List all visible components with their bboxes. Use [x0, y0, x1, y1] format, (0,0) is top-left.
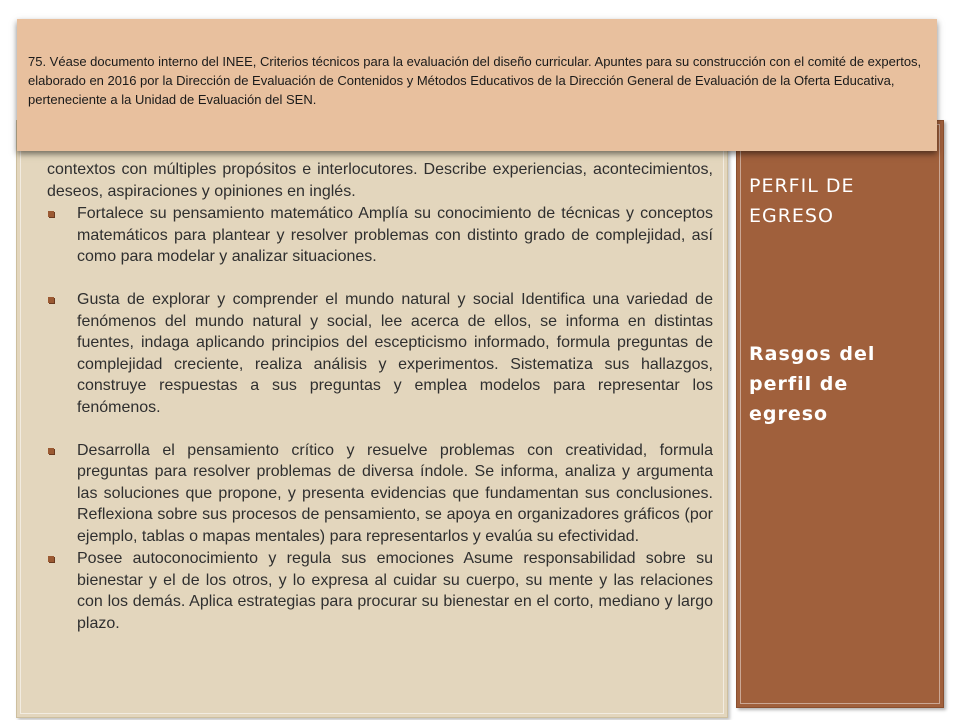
square-bullet-icon: [48, 448, 54, 454]
section-subtitle: Rasgos del perfil de egreso: [749, 343, 876, 425]
main-content-panel: [16, 120, 728, 718]
list-item-text: Posee autoconocimiento y regula sus emociones Asume responsabilidad sobre su bienestar y el de los otros, y lo expresa al cuidar su cuerpo, su mente y las relaciones con los demás. Aplica estrategias para procurar su bienestar en el corto, mediano y largo plazo.: [77, 550, 713, 632]
footnote-text: 75. Véase documento interno del INEE, Criterios técnicos para la evaluación del diseño curricular. Apuntes para su construcción con el comité de expertos, elaborado en 2016 por la Dirección de Evaluación de Contenidos y Métodos Educativos de la Dirección General de Evaluación de la Oferta Educativa, perteneciente a la Unidad de Evaluación del SEN.: [28, 54, 922, 108]
traits-list: [47, 203, 713, 634]
intro-paragraph: contextos con múltiples propósitos e interlocutores. Describe experiencias, acontecimientos, deseos, aspiraciones y opiniones en inglés.: [47, 161, 713, 200]
list-item-text: Gusta de explorar y comprender el mundo natural y social Identifica una variedad de fenómenos del mundo natural y social, lee acerca de ellos, se informa en distintas fuentes, indaga aplicando principios del escepticismo informado, formula preguntas de complejidad creciente, realiza análisis y experimentos. Sistematiza sus hallazgos, construye respuestas a sus preguntas y emplea modelos para representar los fenómenos.: [77, 291, 713, 416]
section-title: PERFIL DE EGRESO: [749, 175, 855, 227]
list-item: [47, 548, 713, 634]
square-bullet-icon: [48, 556, 54, 562]
list-item: [47, 289, 713, 418]
footnote-box: [17, 19, 937, 151]
square-bullet-icon: [48, 297, 54, 303]
list-item-text: Desarrolla el pensamiento crítico y resuelve problemas con creatividad, formula preguntas para resolver problemas de diversa índole. Se informa, analiza y argumenta las soluciones que propone, y presenta evidencias que fundamentan sus conclusiones. Reflexiona sobre sus procesos de pensamiento, se apoya en organizadores gráficos (por ejemplo, tablas o mapas mentales) para representarlos y evalúa su efectividad.: [77, 441, 713, 545]
side-title-panel: [736, 120, 944, 708]
square-bullet-icon: [48, 211, 54, 217]
list-item-text: Fortalece su pensamiento matemático Amplía su conocimiento de técnicas y conceptos matemáticos para plantear y resolver problemas con distinto grado de complejidad, así como para modelar y analizar situaciones.: [77, 205, 713, 265]
list-item: [47, 440, 713, 548]
list-item: [47, 203, 713, 268]
